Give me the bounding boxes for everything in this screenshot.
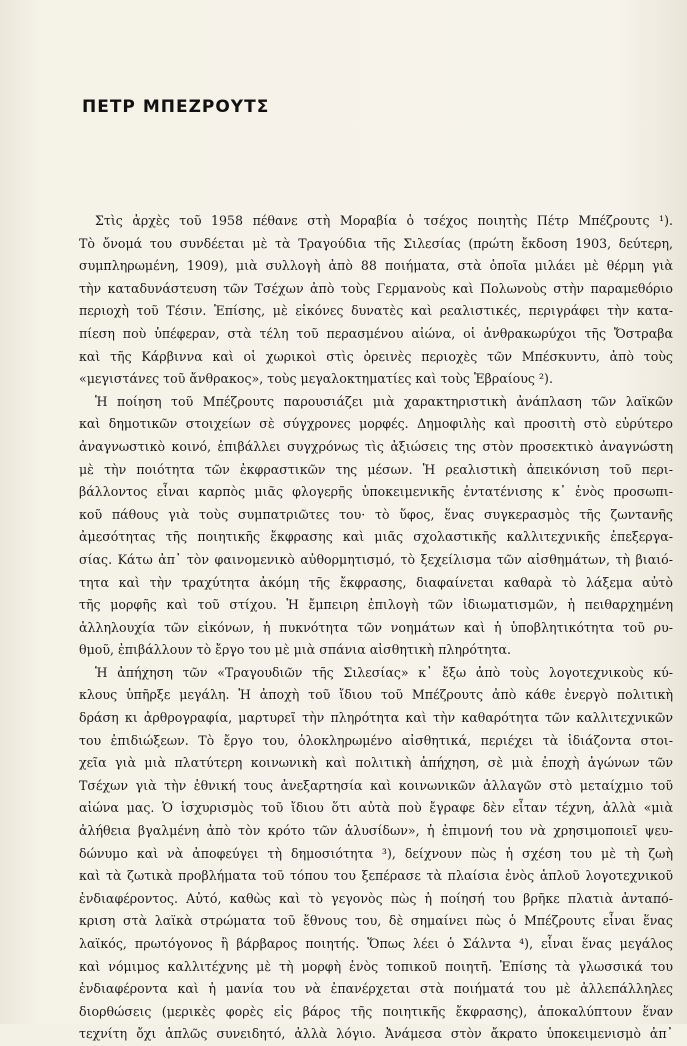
text-line: τητα καὶ τὴν τραχύτητα ἀκόμη τῆς ἔκφρασης, διαφαίνεται καθαρὰ τὸ λάξεμα αὐτὸ xyxy=(79,574,673,590)
text-line: ἀμεσότητας τῆς ποιητικῆς ἔκφρασης καὶ μιᾶς σχολαστικῆς καλλιτεχνικῆς ἐπεξεργα- xyxy=(79,529,673,545)
text-line: Τσέχων γιὰ τὴν ἐθνική τους ἀνεξαρτησία καὶ κοινωνικῶν ἀλλαγῶν στὸ μεταίχμιο τοῦ xyxy=(79,777,673,793)
text-line: λαϊκός, πρωτόγονος ἢ βάρβαρος ποιητής. Ὅπως λέει ὁ Σάλντα ⁴), εἶναι ἕνας μεγάλος xyxy=(79,936,673,951)
text-line: καὶ δημοτικῶν στοιχείων σὲ σύγχρονες μορφές. Δημοφιλὴς καὶ προσιτὴ στὸ εὐρύτερο xyxy=(79,416,673,432)
text-line: ἀναγνωστικὸ κοινό, ἐπιβάλλει συγχρόνως τὶς ἀξιώσεις της στὸν προσεκτικὸ ἀναγνώστη xyxy=(79,438,673,454)
text-line: του ἐπιδιώξεων. Τὸ ἔργο του, ὁλοκληρωμένο αἰσθητικά, περιέχει τὰ ἰδιάζοντα στοι- xyxy=(79,732,673,748)
text-line: πίεση ποὺ ὑπέφεραν, στὰ τέλη τοῦ περασμένου αἰώνα, οἱ ἀνθρακωρύχοι τῆς Ὄστραβα xyxy=(79,325,673,341)
text-line: χεῖα γιὰ μιὰ πλατύτερη κοινωνικὴ καὶ πολιτικὴ ἀπήχηση, σὲ μιὰ ἐποχὴ ἀγώνων τῶν xyxy=(79,755,673,771)
text-line: καὶ νόμιμος καλλιτέχνης μὲ τὴ μορφὴ ἑνὸς τοπικοῦ ποιητῆ. Ἐπίσης τὰ γλωσσικά του xyxy=(79,958,673,974)
text-line: κλους ὑπῆρξε μεγάλη. Ἡ ἀποχὴ τοῦ ἴδιου τοῦ Μπέζρουτς ἀπὸ κάθε ἐνεργὸ πολιτικὴ xyxy=(79,687,673,703)
text-line: Στὶς ἀρχὲς τοῦ 1958 πέθανε στὴ Μοραβία ὁ τσέχος ποιητὴς Πέτρ Μπέζρουτς ¹). xyxy=(95,213,673,228)
text-line: καὶ τὰ ζωτικὰ προβλήματα τοῦ τόπου του ξεπέρασε τὰ πλαίσια ἑνὸς ἁπλοῦ λογοτεχνικοῦ xyxy=(79,868,673,884)
text-line: βάλλοντος εἶναι καρπὸς μιᾶς φλογερῆς ὑποκειμενικῆς ἐντατένισης κ᾽ ἑνὸς προσωπι- xyxy=(79,484,673,500)
text-line: τεχνίτη ὄχι ἁπλῶς συνειδητό, ἀλλὰ λόγιο. Ἀνάμεσα στὸν ἄκρατο ὑποκειμενισμὸ ἀπ᾽ xyxy=(79,1026,673,1042)
text-line: σίας. Κάτω ἀπ᾽ τὸν φαινομενικὸ αὐθορμητισμό, τὸ ξεχείλισμα τῶν αἰσθημάτων, τὴ βιαιό- xyxy=(79,551,673,567)
text-line: θμοῦ, ἐπιβάλλουν τὸ ἔργο του μὲ μιὰ σπάνια αἰσθητικὴ πληρότητα. xyxy=(79,642,511,658)
text-line: κοῦ πάθους γιὰ τοὺς συμπατριῶτες του· τὸ ὕφος, ἕνας συγκερασμὸς τῆς ζωντανῆς xyxy=(79,506,673,522)
text-line: τῆς μορφῆς καὶ τοῦ στίχου. Ἡ ἔμπειρη ἐπιλογὴ τῶν ἰδιωματισμῶν, ἡ πειθαρχημένη xyxy=(79,597,673,613)
text-line: δράση κι ἀρθρογραφία, μαρτυρεῖ τὴν πληρότητα καὶ τὴν καθαρότητα τῶν καλλιτεχνικῶν xyxy=(79,710,673,726)
text-line: τὴν καταδυνάστευση τῶν Τσέχων ἀπὸ τοὺς Γερμανοὺς καὶ Πολωνοὺς στὴν παραμεθόριο xyxy=(79,280,673,296)
text-line: Ἡ ἀπήχηση τῶν «Τραγουδιῶν τῆς Σιλεσίας» κ᾽ ἔξω ἀπὸ τοὺς λογοτεχνικοὺς κύ- xyxy=(95,664,673,680)
text-line: ἀλληλουχία τῶν εἰκόνων, ἡ πυκνότητα τῶν νοημάτων καὶ ἡ ὑποβλητικότητα τοῦ ρυ- xyxy=(79,619,673,635)
text-line: συμπληρωμένη, 1909), μιὰ συλλογὴ ἀπὸ 88 ποιήματα, στὰ ὁποῖα μιλάει μὲ θέρμη γιὰ xyxy=(79,258,673,274)
text-line: ἐνδιαφέροντα καὶ ἡ μανία του νὰ ἐπανέρχεται στὰ ποιήματά του μὲ ἀλλεπάλληλες xyxy=(79,981,673,997)
page-heading: ΠΕΤΡ ΜΠΕΖΡΟΥΤΣ xyxy=(82,97,270,117)
text-line: διορθώσεις (μερικὲς φορὲς εἰς βάρος τῆς ποιητικῆς ἔκφρασης), ἀποκαλύπτουν ἕναν xyxy=(79,1003,673,1019)
text-line: κριση στὰ λαϊκὰ στρώματα τοῦ ἔθνους του, δὲ σημαίνει πὼς ὁ Μπέζρουτς εἶναι ἕνας xyxy=(79,913,673,929)
text-line: ἐνδιαφέροντος. Αὐτό, καθὼς καὶ τὸ γεγονὸς πὼς ἡ ποίησή του βρῆκε πλατιὰ ἀνταπό- xyxy=(79,890,673,906)
text-line: «μεγιστάνες τοῦ ἄνθρακος», τοὺς μεγαλοκτηματίες καὶ τοὺς Ἑβραίους ²). xyxy=(79,371,553,387)
text-line: μὲ τὴν ποιότητα τῶν ἐκφραστικῶν της μέσων. Ἡ ρεαλιστικὴ ἀπεικόνιση τοῦ περι- xyxy=(79,461,673,477)
text-line: ἀλήθεια βγαλμένη ἀπὸ τὸν κρότο τῶν ἁλυσίδων», ἡ ἐπιμονή του νὰ χρησιμοποιεῖ ψευ- xyxy=(79,823,673,839)
text-line: περιοχὴ τοῦ Τέσιν. Ἐπίσης, μὲ εἰκόνες δυνατὲς καὶ ρεαλιστικές, περιγράφει τὴν κατα- xyxy=(79,303,673,319)
text-line: αἰώνα μας. Ὁ ἰσχυρισμὸς τοῦ ἴδιου ὅτι αὐτὰ ποὺ ἔγραφε δὲν εἶταν τέχνη, ἀλλὰ «μιὰ xyxy=(79,800,673,816)
text-line: Τὸ ὄνομά του συνδέεται μὲ τὰ Τραγούδια τῆς Σιλεσίας (πρώτη ἔκδοση 1903, δεύτερη, xyxy=(79,235,673,251)
text-line: καὶ τῆς Κάρβιννα καὶ οἱ χωρικοὶ στὶς ὀρεινὲς περιοχὲς τῶν Μπέσκυντυ, ἀπὸ τοὺς xyxy=(79,348,673,364)
text-line: δώνυμο καὶ νὰ ἀποφεύγει τὴ δημοσιότητα ³), δείχνουν πὼς ἡ σχέση του μὲ τὴ ζωὴ xyxy=(79,845,673,861)
body-text xyxy=(79,210,673,1046)
text-line: Ἡ ποίηση τοῦ Μπέζρουτς παρουσιάζει μιὰ χαρακτηριστικὴ ἀνάπλαση τῶν λαϊκῶν xyxy=(95,393,673,409)
